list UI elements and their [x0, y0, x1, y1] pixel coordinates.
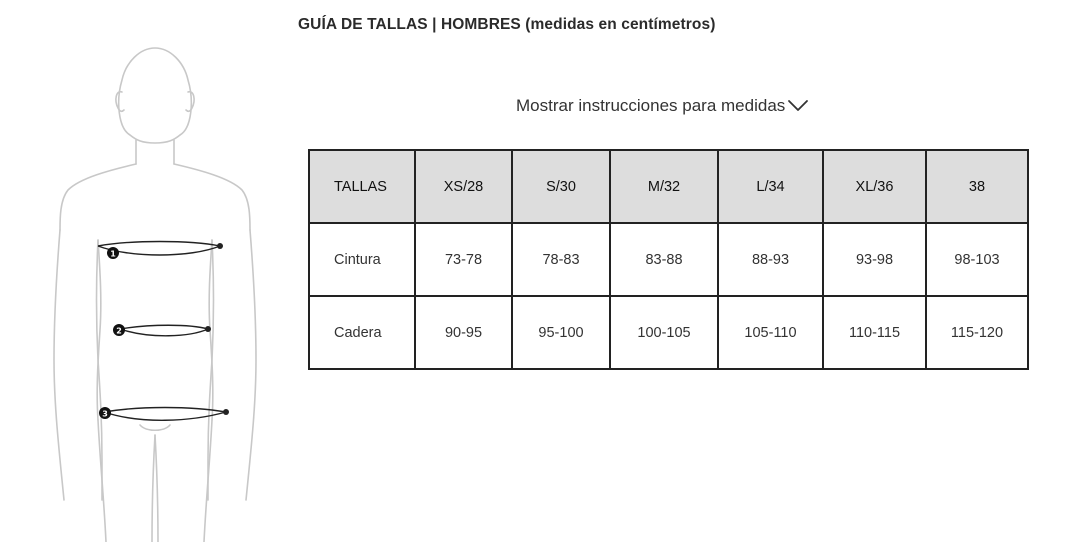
body-measurement-figure: [40, 40, 270, 542]
show-instructions-toggle[interactable]: [516, 95, 809, 117]
header-cell: L/34: [718, 150, 823, 223]
header-cell: 38: [926, 150, 1028, 223]
measurement-markers: [99, 247, 125, 419]
table-row: [309, 223, 1028, 296]
marker-2-label: 2: [116, 326, 122, 336]
table-cell: 90-95: [415, 296, 512, 369]
table-header-row: [309, 150, 1028, 223]
table-cell: 115-120: [926, 296, 1028, 369]
size-chart-table: [308, 149, 1029, 370]
table-cell: 88-93: [718, 223, 823, 296]
body-outline: [54, 48, 256, 542]
table-cell: 98-103: [926, 223, 1028, 296]
marker-3-label: 3: [102, 409, 108, 419]
show-instructions-label: Mostrar instrucciones para medidas: [516, 96, 786, 115]
header-cell: M/32: [610, 150, 718, 223]
table-cell: 73-78: [415, 223, 512, 296]
table-cell: 78-83: [512, 223, 610, 296]
table-cell: 93-98: [823, 223, 926, 296]
row-label-cell: Cintura: [309, 223, 415, 296]
page-title: GUÍA DE TALLAS | HOMBRES (medidas en centímetros): [298, 16, 716, 33]
table-row: [309, 296, 1028, 369]
row-label-cell: Cadera: [309, 296, 415, 369]
marker-1-label: 1: [110, 249, 116, 259]
header-cell: XL/36: [823, 150, 926, 223]
header-cell: S/30: [512, 150, 610, 223]
table-cell: 100-105: [610, 296, 718, 369]
header-cell: TALLAS: [309, 150, 415, 223]
header-cell: XS/28: [415, 150, 512, 223]
chevron-down-icon: [787, 97, 809, 117]
table-cell: 83-88: [610, 223, 718, 296]
measurement-dots: [205, 243, 229, 415]
table-cell: 105-110: [718, 296, 823, 369]
table-cell: 95-100: [512, 296, 610, 369]
table-cell: 110-115: [823, 296, 926, 369]
